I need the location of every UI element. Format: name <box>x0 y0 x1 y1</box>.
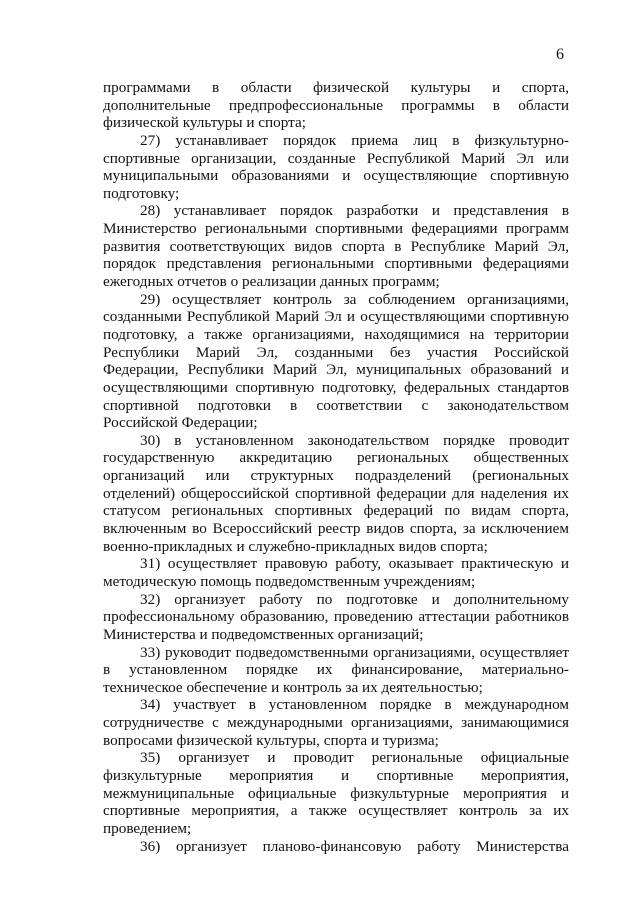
paragraph: 32) организует работу по подготовке и дополнительному профессиональному образованию, проведению аттестации работников Министерства и подведомственных организаций; <box>103 590 569 643</box>
paragraph: 35) организует и проводит региональные официальные физкультурные мероприятия и спортивные мероприятия, межмуниципальные официальные физкультурные мероприятия и спортивные мероприятия, а также осуществляет контроль за их проведением; <box>103 749 569 837</box>
paragraph: 30) в установленном законодательством порядке проводит государственную аккредитацию региональных общественных организаций или структурных подразделений (региональных отделений) общероссийской спортивной федерации для наделения их статусом региональных спортивных федераций по видам спорта, включенным во Всероссийский реестр видов спорта, за исключением военно-прикладных и служебно-прикладных видов спорта; <box>103 431 569 555</box>
paragraph: 31) осуществляет правовую работу, оказывает практическую и методическую помощь подведомственным учреждениям; <box>103 555 569 590</box>
paragraph: 34) участвует в установленном порядке в международном сотрудничестве с международными организациями, занимающимися вопросами физической культуры, спорта и туризма; <box>103 696 569 749</box>
document-body <box>103 79 569 855</box>
paragraph: 28) устанавливает порядок разработки и представления в Министерство региональными спортивными федерациями программ развития соответствующих видов спорта в Республике Марий Эл, порядок представления региональными спортивными федерациями ежегодных отчетов о реализации данных программ; <box>103 202 569 291</box>
paragraph: 27) устанавливает порядок приема лиц в физкультурно-спортивные организации, созданные Республикой Марий Эл или муниципальными образованиями и осуществляющие спортивную подготовку; <box>103 131 569 202</box>
paragraph: 36) организует планово-финансовую работу Министерства <box>140 837 569 855</box>
paragraph: 29) осуществляет контроль за соблюдением организациями, созданными Республикой Марий Эл и осуществляющими спортивную подготовку, а также организациями, находящимися на территории Республики Марий Эл, созданными без участия Российской Федерации, Республики Марий Эл, муниципальных образований и осуществляющими спортивную подготовку, федеральных стандартов спортивной подготовки в соответствии с законодательством Российской Федерации; <box>103 290 569 432</box>
paragraph: программами в области физической культуры и спорта, дополнительные предпрофессиональные программы в области физической культуры и спорта; <box>103 79 569 132</box>
page-number: 6 <box>556 46 564 63</box>
paragraph: 33) руководит подведомственными организациями, осуществляет в установленном порядке их финансирование, материально-техническое обеспечение и контроль за их деятельностью; <box>103 643 569 696</box>
